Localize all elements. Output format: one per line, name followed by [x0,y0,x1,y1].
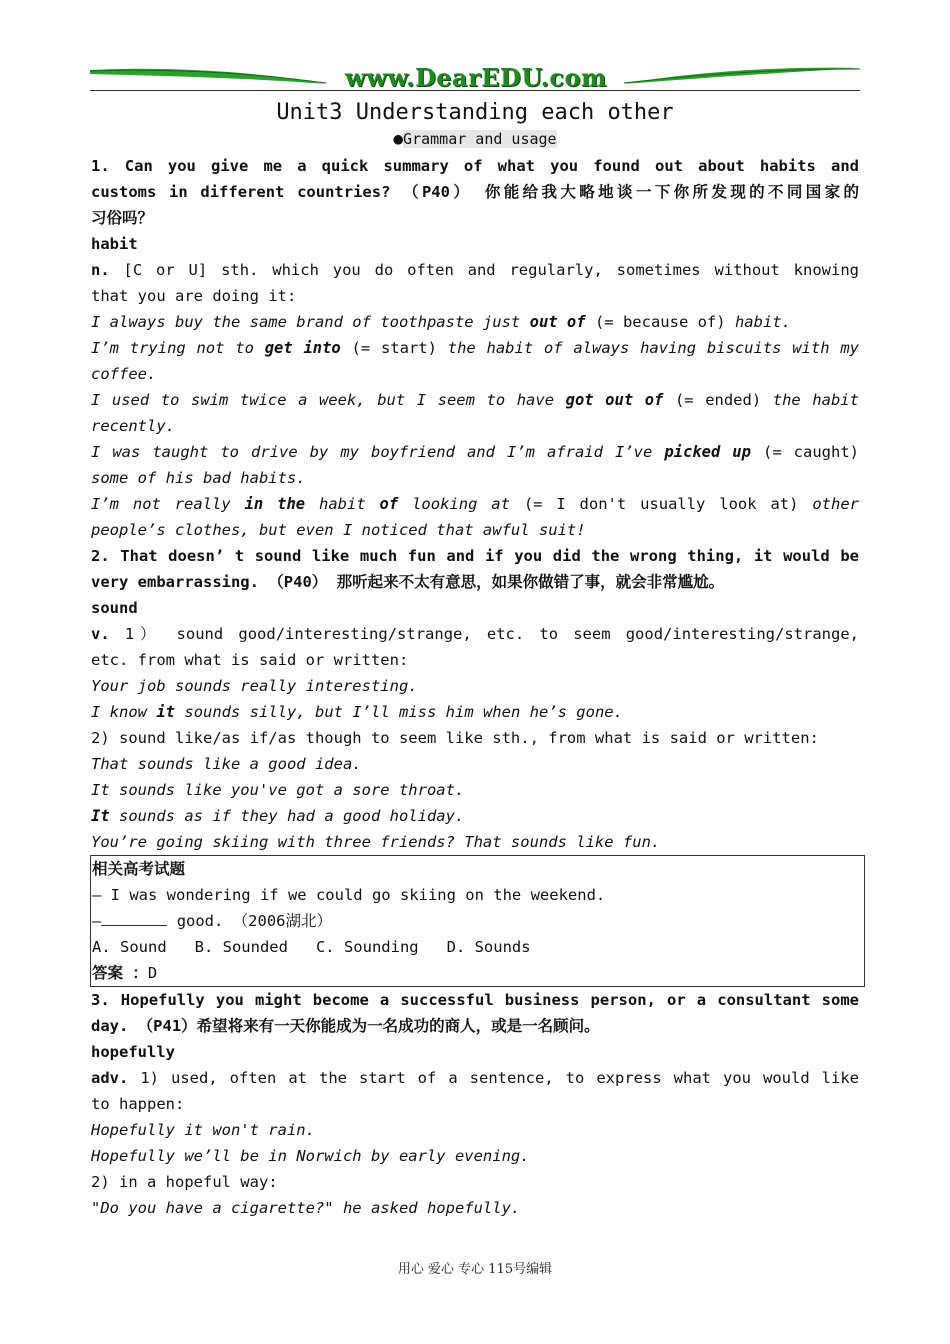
habit-definition-line-2: that you are doing it: [91,287,297,305]
question-3-line-1: 3. Hopefully you might become a successful business person, or a consultant some [91,991,859,1009]
exam-heading: 相关高考试题 [92,860,186,878]
page-footer: 用心 爱心 专心 115号编辑 [397,1262,553,1277]
example-phrase: out of [529,313,586,331]
definition-text: 1) used, often at the start of a sentence, to express what you would like [140,1069,859,1087]
habit-example-3 [91,387,859,413]
hopefully-definition-2: 2) in a hopeful way: [91,1173,278,1191]
example-text: sounds as if they had a good holiday. [119,807,465,825]
hopefully-definition-1-line-1 [91,1065,859,1091]
bullet-icon: ● [393,129,404,148]
exam-question-box [90,855,865,987]
sound-example-3: That sounds like a good idea. [91,755,362,773]
question-2-line-2: very embarrassing. （P40） 那听起来不太有意思，如果你做错了事，就会非常尴尬。 [91,573,725,591]
exam-answer [92,960,864,986]
site-logo[interactable]: www.DearEDU.com [345,63,607,92]
example-phrase: of [379,495,399,513]
habit-definition-line-1 [91,257,859,283]
question-3-line-2: day. （P41）希望将来有一天你能成为一名成功的商人，或是一名顾问。 [91,1017,600,1035]
page-title: Unit3 Understanding each other [276,100,674,125]
example-phrase: it [156,703,176,721]
exam-question: — I was wondering if we could go skiing on the weekend. [92,886,606,904]
example-text: I’m trying not to [91,339,254,357]
example-gloss: (= caught) [763,443,859,461]
example-gloss: (= I don't usually look at) [523,495,799,513]
example-text: I was taught to drive by my boyfriend and I’m afraid I’ve [91,443,653,461]
dash: — [92,912,102,930]
document-body [91,153,859,1221]
sound-example-6: You’re going skiing with three friends? That sounds like fun. [91,833,661,851]
section-subtitle [0,128,950,150]
example-text: habit [319,495,366,513]
example-text: other [812,495,859,513]
example-text: sounds silly, but I’ll miss him when he’s gone. [184,703,623,721]
example-gloss: (= start) [351,339,437,357]
part-of-speech: adv. [91,1069,129,1087]
habit-example-5-cont: people’s clothes, but even I noticed that awful suit! [91,521,586,539]
habit-example-4-cont: some of his bad habits. [91,469,306,487]
example-text: I always buy the same brand of toothpaste just [91,313,521,331]
part-of-speech: n. [91,261,110,279]
answer-label: 答案 ： [92,964,148,982]
habit-example-2 [91,335,859,361]
example-phrase: It [91,807,110,825]
example-gloss: (= because of) [594,313,726,331]
example-phrase: in the [244,495,306,513]
hopefully-definition-1-line-2: to happen: [91,1095,185,1113]
example-phrase: picked up [664,443,751,461]
header-rule [90,90,860,91]
example-phrase: get into [264,339,341,357]
sound-example-4: It sounds like you've got a sore throat. [91,781,465,799]
habit-example-5 [91,491,859,517]
habit-example-1 [91,309,859,335]
question-1-line-3: 习俗吗？ [91,209,154,227]
exam-answer-line [92,908,864,934]
habit-example-2-cont: coffee. [91,365,157,383]
example-phrase: got out of [565,391,664,409]
sound-example-5 [91,803,859,829]
question-2-line-1: 2. That doesn’ t sound like much fun and if you did the wrong thing, it would be [91,547,859,565]
hopefully-example-2: Hopefully we’ll be in Norwich by early evening. [91,1147,530,1165]
example-gloss: (= ended) [674,391,762,409]
sound-definition-2: 2) sound like/as if/as though to seem like sth., from what is said or written: [91,729,819,747]
example-text: the habit [772,391,859,409]
headword-sound: sound [91,599,138,617]
habit-example-4 [91,439,859,465]
definition-text: [C or U] sth. which you do often and regularly, sometimes without knowing [123,261,859,279]
sound-example-1: Your job sounds really interesting. [91,677,418,695]
headword-habit: habit [91,235,138,253]
example-text: looking at [412,495,510,513]
definition-text: 1） sound good/interesting/strange, etc. to seem good/interesting/strange, [124,625,859,643]
sound-definition-1-line-1 [91,621,859,647]
answer-value: D [147,964,158,982]
subtitle-text: Grammar and usage [403,130,557,148]
part-of-speech: v. [91,625,110,643]
example-text: I know [91,703,147,721]
question-1-line-1: 1. Can you give me a quick summary of what you found out about habits and [91,157,859,175]
exam-options: A. Sound B. Sounded C. Sounding D. Sounds [92,938,531,956]
habit-example-3-cont: recently. [91,417,175,435]
sound-example-2 [91,699,859,725]
answer-blank [101,909,167,926]
question-1-line-2: customs in different countries? （P40） 你能给我大略地谈一下你所发现的不同国家的 [91,183,859,201]
hopefully-example-1: Hopefully it won't rain. [91,1121,315,1139]
headword-hopefully: hopefully [91,1043,175,1061]
example-text: habit. [734,313,791,331]
exam-source: good. （2006湖北） [176,912,333,930]
example-text: I used to swim twice a week, but I seem to have [91,391,555,409]
hopefully-example-3: "Do you have a cigarette?" he asked hopefully. [91,1199,521,1217]
sound-definition-1-line-2: etc. from what is said or written: [91,651,409,669]
example-text: the habit of always having biscuits with my [447,339,859,357]
example-text: I’m not really [91,495,231,513]
